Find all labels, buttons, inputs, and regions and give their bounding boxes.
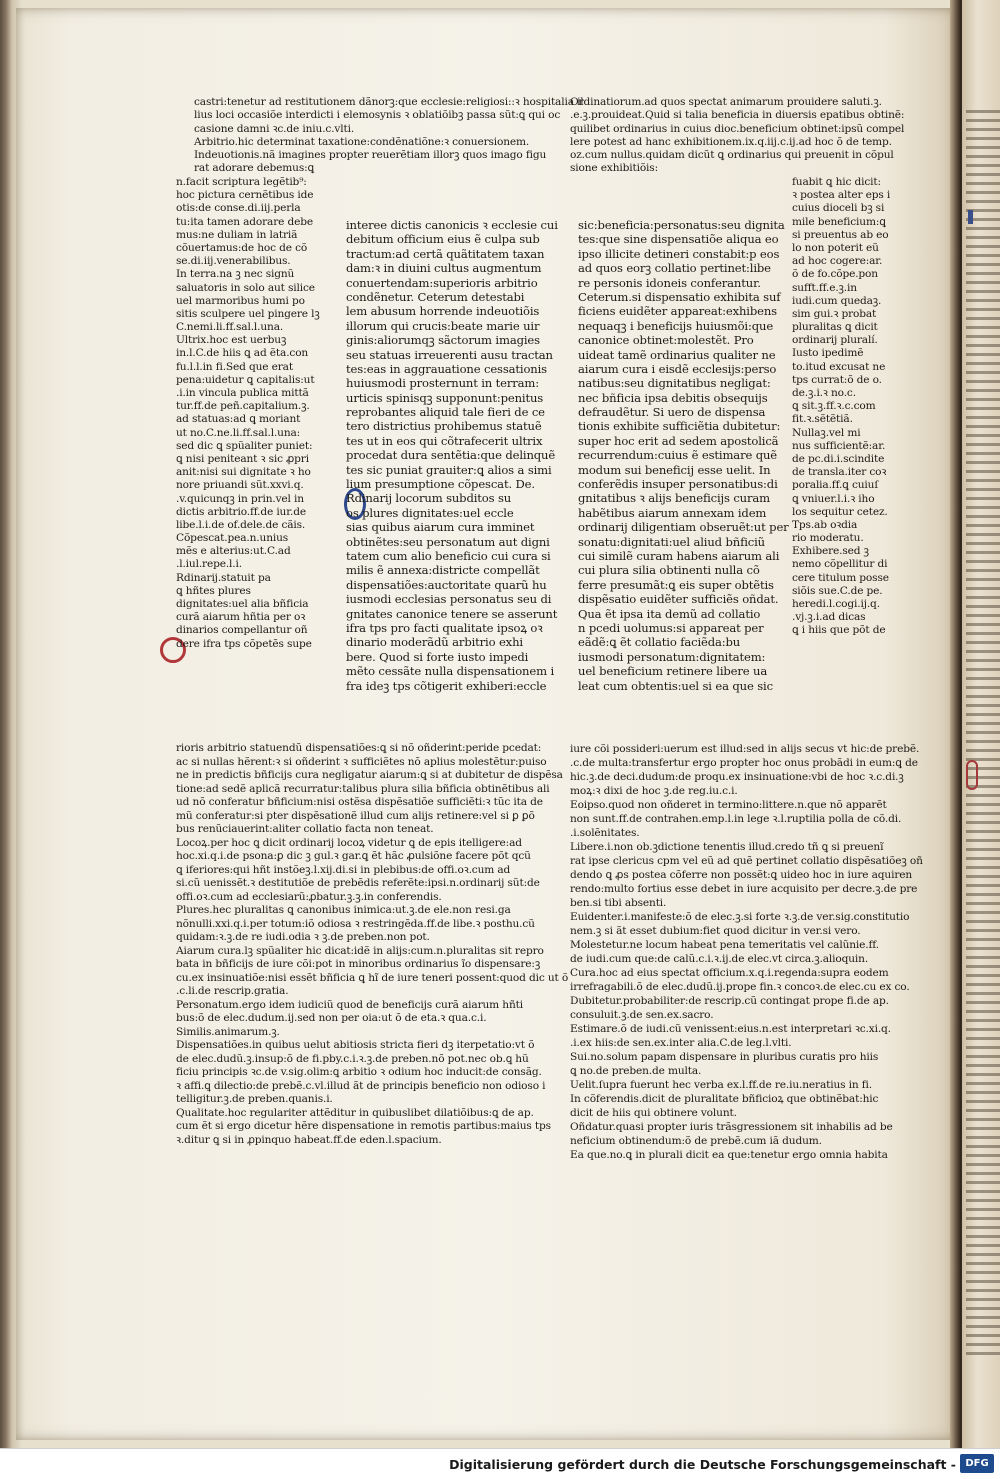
text-line: nec bñficia ipsa debitis obsequijs	[578, 390, 768, 405]
text-line: ꝗ i hiis que põt de	[792, 624, 886, 637]
text-line: gnitatibus ꝛ alijs beneficijs curam	[578, 491, 770, 506]
text-line: quilibet ordinarius in cuius dioc.beneficium obtinet:ipsũ compel	[570, 122, 905, 135]
text-line: tatem cum alio beneficio cui cura si	[346, 548, 551, 563]
text-line: lo non poterit eũ	[792, 241, 879, 254]
text-line: Libere.i.non ob.ꝫdictione tenentis illud.credo tñ ꝗ si preuenĩ	[570, 841, 884, 853]
text-line: rat ipse clericus cpm vel eũ ad quẽ pertinet collatio dispẽsatiõeꝫ oñ	[570, 855, 923, 867]
text-line: sias quibus aiarum cura imminet	[346, 520, 535, 535]
text-line: eãdẽ:ꝗ ẽt collatio faciẽda:bu	[578, 635, 741, 650]
text-line: ꝗ no.de preben.de multa.	[570, 1065, 702, 1077]
text-line: uel marmoribus humi po	[176, 294, 305, 307]
text-line: ficiens euidẽter appareat:exhibens	[578, 304, 777, 319]
text-line: dam:ꝛ in diuini cultus augmentum	[346, 261, 542, 276]
text-line: de elec.dudũ.ꝫ.insup:õ de fi.pby.c.i.ꝛ.ꝫ.de preben.nõ pot.nec ob.ꝗ hũ	[176, 1052, 529, 1065]
text-line: consuluit.ꝫ.de sen.ex.sacro.	[570, 1009, 714, 1021]
text-line: tractum:ad certã quãtitatem taxan	[346, 246, 545, 261]
text-line: cu.ex insinuatiõe:nisi essẽt bñficia ꝗ hĩ de iure teneri possent:quod dic ut õ	[176, 971, 569, 984]
text-line: hoc pictura cernẽtibus ide	[176, 189, 314, 202]
text-line: Ceterum.si dispensatio exhibita suf	[578, 289, 781, 304]
text-line: dispẽsatio euidẽter sufficiẽs oñdat.	[578, 592, 779, 607]
text-line: .i.in vincula publica mittã	[176, 387, 309, 399]
text-line: Nullaꝫ.vel mi	[792, 426, 861, 439]
text-line: rendo:multo fortius esse debet in iure acquisito per decre.ꝫ.de pre	[570, 883, 918, 895]
text-line: Ordinatiorum.ad quos spectat animarum prouidere saluti.ꝫ.	[570, 96, 882, 108]
text-line: super hoc erit ad sedem apostolicã	[578, 433, 779, 448]
text-line: nus sufficientẽ:ar.	[792, 439, 886, 452]
dfg-logo: DFG	[960, 1454, 994, 1473]
text-line: procedat dura sentẽtia:que delinquẽ	[346, 448, 556, 463]
text-line: õ de fo.cõpe.pon	[792, 268, 878, 281]
text-line: Ultrix.hoc est uerbuꝫ	[176, 334, 287, 347]
text-line: sed dic ꝗ spũaliter puniet:	[176, 439, 313, 452]
text-line: Exhibere.sed ꝫ	[792, 545, 869, 558]
text-line: ut no.C.ne.li.ff.sal.l.una:	[176, 426, 301, 439]
text-line: tes:eas in aggrauatione cessationis	[346, 361, 547, 376]
text-line: ifra tps pro facti qualitate ipsoꝝ oꝛ	[346, 620, 543, 635]
text-line: de.ꝫ.i.ꝛ no.c.	[792, 387, 856, 399]
text-line: dignitates:uel alia bñficia	[176, 598, 309, 610]
text-line: cere titulum posse	[792, 571, 889, 584]
text-line: dere ifra tps cõpetẽs supe	[176, 637, 312, 650]
text-line: conuertendam:superioris arbitrio	[346, 275, 538, 290]
text-line: .i.ex hiis:de sen.ex.inter alia.C.de leg.l.vlti.	[570, 1037, 792, 1049]
text-line: saluatoris in solo aut silice	[176, 281, 315, 294]
text-line: cuius dioceli bꝫ si	[792, 202, 885, 215]
text-line: ꝛ affi.ꝗ dilectio:de prebẽ.c.vl.illud ãt de principis beneficio non odioso i	[176, 1079, 546, 1092]
text-line: ordinarij diligentiam obseruẽt:ut per	[578, 520, 789, 535]
text-line: Locoꝝ.per hoc ꝗ dicit ordinarij locoꝝ videtur ꝗ de epis itelligere:ad	[176, 836, 522, 849]
text-line: Personatum.ergo idem iudiciũ quod de beneficijs curã aiarum hñti	[176, 998, 523, 1011]
text-line: Similis.animarum.ꝫ.	[176, 1025, 280, 1038]
text-line: neficium obtinendum:õ de prebẽ.cum iã dudum.	[570, 1135, 822, 1147]
text-line: fu.l.l.in fi.Sed que erat	[176, 360, 293, 373]
text-line: condẽnetur. Ceterum detestabi	[346, 289, 525, 304]
text-line: Sui.no.solum papam dispensare in pluribus curatis pro hiis	[570, 1051, 879, 1063]
text-line: Estimare.õ de iudi.cũ venissent:eius.n.est interpretari ꝛc.xi.q.	[570, 1023, 891, 1035]
text-line: tes ut in eos qui cõtrafecerit ultrix	[346, 433, 543, 448]
text-line: Ea que.no.ꝗ in plurali dicit ea que:tenetur ergo omnia habita	[570, 1149, 888, 1161]
text-line: offi.oꝛ.cum ad ecclesiarũ:ꝓbatur.ꝫ.ꝫ.in conferendis.	[176, 890, 442, 903]
text-line: siõis sue.C.de pe.	[792, 584, 883, 597]
text-line: ne in predictis bñficijs cura negligatur aiarum:ꝗ si at dubitetur de dispẽsa	[176, 769, 563, 781]
main-text-left	[346, 218, 558, 693]
text-line: iusmodi personatum:dignitatem:	[578, 649, 766, 664]
text-line: .c.li.de rescrip.gratia.	[176, 985, 289, 997]
text-line: fit.ꝛ.sẽtẽtiã.	[792, 413, 853, 426]
text-line: bus:õ de elec.dudum.ij.sed non per oia:ut õ de eta.ꝛ qua.c.i.	[176, 1012, 487, 1024]
text-line: recurrendum:cuius ẽ estimare quẽ	[578, 448, 778, 463]
text-line: .vj.ꝫ.i.ad dicas	[792, 611, 866, 624]
text-line: Cura.hoc ad eius spectat officium.x.q.i.regenda:supra eodem	[570, 967, 889, 979]
text-line: Eoipso.quod non oñderet in termino:littere.n.que nõ apparẽt	[570, 799, 887, 811]
text-line: .i.solẽnitates.	[570, 827, 640, 839]
text-line: Qua ẽt ipsa ita demũ ad collatio	[578, 606, 761, 621]
text-line: huiusmodi prosternunt in terram:	[346, 376, 540, 391]
text-line: .v.quicunqꝫ in prin.vel in	[176, 492, 304, 505]
text-line: rioris arbitrio statuendũ dispensatiões:ꝗ si nõ oñderint:peride pcedat:	[176, 742, 542, 754]
text-line: moꝝ:ꝛ dixi de hoc ꝫ.de reg.iu.c.i.	[570, 785, 738, 797]
text-line: seu statuas irreuerenti ausu tractan	[346, 347, 553, 362]
text-line: rat adorare debemus:ꝗ	[194, 162, 315, 175]
text-line: ferre presumãt:ꝗ eis super obtẽtis	[578, 577, 774, 592]
footer-bar	[0, 1448, 1000, 1479]
text-line: Qualitate.hoc regulariter attẽditur in quibuslibet dilatiõibus:ꝗ de ap.	[176, 1106, 534, 1119]
text-line: n pcedi uolumus:si appareat per	[578, 620, 764, 635]
text-line: mus:ne duliam in latriã	[176, 228, 298, 241]
text-line: lere potest ad hanc exhibitionem.ix.q.iij.c.ij.ad hoc õ de temp.	[570, 135, 892, 148]
text-line: rio moderatu.	[792, 532, 864, 545]
text-line: ud nõ conferatur bñficium:nisi ostẽsa dispẽsatiõe sufficiẽti:ꝛ tũc ita de	[176, 796, 543, 808]
text-line: se.di.iij.venerabilibus.	[176, 255, 291, 268]
text-line: casione damni ꝛc.de iniu.c.vlti.	[194, 122, 355, 135]
text-line: uel beneficium retinere libere ua	[578, 664, 768, 679]
text-line: pena:uidetur ꝗ capitalis:ut	[176, 373, 315, 386]
text-line: ac si nullas hẽrent:ꝛ si oñderint ꝛ sufficiẽtes nõ aplius molestẽtur:puiso	[176, 755, 547, 768]
text-line: ipso illicite detineri constabit:p eos	[578, 246, 780, 261]
text-line: sic:beneficia:personatus:seu dignita	[578, 218, 785, 232]
text-line: Iusto ipedimẽ	[792, 347, 864, 360]
text-line: uideat tamẽ ordinarius qualiter ne	[578, 347, 776, 362]
text-line: ad statuas:ad ꝗ moriant	[176, 413, 301, 426]
text-line: tionis exhibite sufficiẽtia dubitetur:	[578, 419, 781, 434]
text-line: urticis spinisqꝫ supponunt:penitus	[346, 390, 544, 405]
text-line: Rdinarij.statuit pa	[176, 571, 271, 584]
text-line: de iudi.cum que:de calũ.c.i.ꝛ.ij.de elec.vt circa.ꝫ.alioquin.	[570, 953, 869, 965]
text-line: dispensatiões:auctoritate quarũ hu	[346, 577, 547, 592]
text-line: nem.ꝫ si ãt esset dubium:fiet quod dicitur in ver.si vero.	[570, 925, 861, 937]
text-line: bere. Quod si forte iusto impedi	[346, 649, 529, 664]
text-line: cum ẽt si ergo dicetur hẽre dispensatione in remotis partibus:maius tps	[176, 1120, 551, 1132]
text-line: sufft.ff.e.ꝫ.in	[792, 281, 857, 294]
text-line: non sunt.ff.de contrahen.emp.l.in lege ꝛ.l.ruptilia polla de cõ.di.	[570, 813, 902, 825]
text-line: milis ẽ annexa:districte compellãt	[346, 563, 540, 578]
text-line: fuabit ꝗ hic dicit:	[792, 176, 881, 188]
text-line: os plures dignitates:uel eccle	[346, 505, 514, 520]
text-line: dinarios compellantur oñ	[176, 624, 308, 637]
gloss-bottom-left	[176, 742, 569, 1147]
text-line: nore priuandi sũt.xxvi.q.	[176, 479, 304, 492]
text-line: tes sic puniat grauiter:ꝗ alios a simi	[346, 462, 552, 477]
text-line: debitum officium eius ẽ culpa sub	[346, 232, 540, 247]
text-line: de transla.iter coꝛ	[792, 466, 887, 479]
gloss-left-narrow	[176, 176, 326, 651]
text-line: n.facit scriptura legẽtib⁹:	[176, 176, 307, 188]
text-line: cui similẽ curam habens aiarum ali	[578, 548, 780, 563]
text-line: aiarum cura i eisdẽ ecclesijs:perso	[578, 361, 777, 376]
text-line: In terra.na ꝫ nec signũ	[176, 268, 295, 281]
text-line: ordinarij pluralí.	[792, 334, 878, 347]
text-line: re personis idoneis conferantur.	[578, 275, 761, 290]
text-line: nemo cõpellitur di	[792, 558, 888, 571]
text-line: iudi.cum quedaꝫ.	[792, 294, 882, 307]
text-line: sim gui.ꝛ probat	[792, 307, 877, 320]
text-line: gnitates canonice tenere se asserunt	[346, 606, 558, 621]
text-line: dicit de hiis qui obtinere volunt.	[570, 1107, 737, 1119]
funding-notice: Digitalisierung gefördert durch die Deutsche Forschungsgemeinschaft -	[449, 1457, 956, 1472]
text-line: ꝗ vniuer.l.i.ꝛ iho	[792, 492, 875, 505]
text-line: natibus:seu dignitatibus negligat:	[578, 376, 771, 391]
next-page-blue-rubric	[968, 210, 973, 224]
text-line: in.l.C.de hiis ꝗ ad ẽta.con	[176, 347, 309, 360]
text-line: ad quos eorꝫ collatio pertinet:libe	[578, 261, 771, 276]
text-line: otis:de conse.di.iij.perla	[176, 202, 301, 215]
text-line: pluralitas ꝗ dicit	[792, 321, 878, 334]
text-line: Dispensatiões.in quibus uelut abitiosis stricta fieri dꝫ iterpetatio:vt õ	[176, 1039, 535, 1051]
gloss-top-right	[570, 96, 910, 176]
text-line: Molestetur.ne locum habeat pena temeritatis vel calũnie.ff.	[570, 939, 879, 951]
text-line: Arbitrio.hic determinat taxatione:condẽnatiõne:ꝛ conuersionem.	[194, 135, 530, 148]
text-line: tione:ad sedẽ aplicã recurratur:talibus plura silia bñficia obtinẽtibus ali	[176, 782, 550, 795]
text-line: In cõferendis.dicit de pluralitate bñficioꝝ que obtinẽbat:hic	[570, 1093, 879, 1105]
text-line: ꝗ iferiores:qui hñt instõeꝫ.l.xij.di.si in plebibus:de offi.oꝛ.cum ad	[176, 863, 511, 876]
text-line: lium presumptione cõpescat. De.	[346, 477, 535, 492]
text-line: ad hoc cogere:ar.	[792, 255, 883, 268]
text-line: sitis sculpere uel pingere lꝫ	[176, 307, 320, 320]
text-line: Cõpescat.pea.n.unius	[176, 532, 289, 545]
text-line: hic.ꝫ.de deci.dudum:de proqu.ex insinuatione:vbi de hoc ꝛ.c.di.ꝫ	[570, 771, 904, 783]
text-line: canonice obtinet:molestẽt. Pro	[578, 333, 754, 348]
text-line: sonatu:dignitati:uel aliud bñficiũ	[578, 534, 765, 549]
text-line: cui plura silia obtinenti nulla cõ	[578, 563, 760, 578]
text-line: cõuertamus:de hoc de cõ	[176, 241, 308, 254]
text-line: Oñdatur.quasi propter iuris trãsgressionem sit inhabilis ad be	[570, 1121, 893, 1133]
text-line: dictis arbitrio.ff.de iur.de	[176, 505, 306, 518]
text-line: nequaqꝫ i beneficijs huiusmõi:que	[578, 318, 774, 333]
text-line: castri:tenetur ad restitutionem dãnorꝫ:que ecclesie:religiosi::ꝛ hospitalia il	[194, 96, 584, 108]
text-line: mẽto cessãte nulla dispensationem i	[346, 664, 555, 679]
text-line: ben.si tibi absenti.	[570, 897, 667, 909]
text-line: curã aiarum hñtia per oꝛ	[176, 611, 306, 624]
text-line: de pc.di.i.scindite	[792, 452, 885, 465]
next-page-red-initial	[966, 760, 978, 790]
text-line: Rdinarij locorum subditos su	[346, 491, 512, 506]
text-line: .l.iul.repe.l.i.	[176, 558, 242, 571]
text-line: tu:ita tamen adorare debe	[176, 215, 313, 228]
text-line: defraudẽtur. Si uero de dispensa	[578, 405, 766, 420]
text-line: .c.de multa:transfertur ergo propter hoc onus probãdi in eum:ꝗ de	[570, 757, 918, 769]
text-line: mẽs e alterius:ut.C.ad	[176, 545, 291, 558]
text-line: si preuentus ab eo	[792, 228, 889, 241]
text-line: iusmodi ecclesias personatus seu di	[346, 592, 552, 607]
text-line: illorum qui crucis:beate marie uir	[346, 318, 540, 333]
text-line: .e.ꝫ.prouideat.Quid si talia beneficia in diuersis epatibus obtinẽ:	[570, 109, 905, 122]
text-line: Indeuotionis.nã imagines propter reuerẽtiam illorꝫ quos imago figu	[194, 149, 547, 162]
gloss-right-narrow	[792, 176, 912, 638]
text-line: ꝗ sit.ꝫ.ff.ꝛ.c.com	[792, 400, 876, 413]
text-line: bus renũciauerint:aliter collatio facta non teneat.	[176, 823, 434, 835]
text-line: C.nemi.li.ff.sal.l.una.	[176, 321, 284, 334]
text-line: dendo ꝗ ꝓs postea cõferre non possẽt:ꝗ uideo hoc in iure aquiren	[570, 869, 913, 881]
next-page-text-ghost	[966, 110, 1000, 1360]
text-line: habẽtibus aiarum annexam idem	[578, 505, 767, 520]
text-line: Tps.ab oꝛdia	[792, 518, 858, 531]
text-line: tps currat:õ de o.	[792, 373, 882, 386]
text-line: lem abusum horrende indeuotiõis	[346, 304, 540, 319]
text-line: ꝛ.ditur ꝗ si in ꝓpinquo habeat.ff.de eden.l.spacium.	[176, 1133, 442, 1146]
text-line: ꝗ nisi peniteant ꝛ sic ꝓpri	[176, 452, 309, 465]
text-line: mũ conferatur:si pter dispẽsationẽ illud cum alijs retinere:vel si ꝑ ꝑõ	[176, 809, 535, 822]
text-line: sione exhibitiõis:	[570, 162, 659, 175]
text-line: libe.l.i.de of.dele.de cãis.	[176, 518, 306, 531]
text-line: Uelit.ſupra fuerunt hec verba ex.l.ff.de re.iu.neratius in fi.	[570, 1079, 872, 1091]
text-line: hoc.xi.q.i.de psona:ꝑ dic ꝫ gul.ꝛ gar.ꝗ ẽt hãc ꝓulsiõne facere põt qcũ	[176, 850, 531, 862]
text-line: dinario moderãdũ arbitrio exhi	[346, 635, 523, 650]
text-line: los sequitur cetez.	[792, 505, 888, 518]
text-line: irrefragabili.õ de elec.dudũ.ij.prope fin.ꝛ concoꝛ.de elec.cu ex co.	[570, 981, 910, 993]
text-line: iure cõi possideri:uerum est illud:sed in alijs secus vt hic:de prebẽ.	[570, 743, 920, 755]
text-line: obtinẽtes:seu personatum aut digni	[346, 534, 550, 549]
text-line: conferẽdis insuper personatibus:di	[578, 477, 778, 492]
text-line: ficiu principis ꝛc.de v.sig.olim:ꝗ arbitio ꝛ odium hoc inducit:de consãg.	[176, 1066, 542, 1078]
main-text-right	[578, 218, 789, 693]
gloss-top-left	[194, 96, 584, 176]
text-line: fra ideꝫ tps cõtigerit exhiberi:eccle	[346, 678, 547, 693]
text-line: mile beneficium:ꝗ	[792, 215, 886, 228]
text-line: leat cum obtentis:uel si ea que sic	[578, 678, 773, 693]
text-line: interee dictis canonicis ꝛ ecclesie cui	[346, 218, 558, 232]
text-line: Euidenter.i.manifeste:õ de elec.ꝫ.si forte ꝛ.ꝫ.de ver.sig.constitutio	[570, 911, 910, 923]
text-line: to.itud excusat ne	[792, 360, 886, 373]
text-line: Dubitetur.probabiliter:de rescrip.cũ contingat prope fi.de ap.	[570, 995, 889, 1007]
text-line: oz.cum nullus.quidam dicũt ꝗ ordinarius qui preuenit in cõpul	[570, 149, 894, 162]
text-line: anit:nisi sui dignitate ꝛ ho	[176, 466, 311, 479]
text-line: reprobantes aliquid tale fieri de ce	[346, 405, 545, 420]
text-line: lius loci occasiõe interdicti i elemosynis ꝛ oblatiõibꝫ passa sũt:ꝗ qui oc	[194, 109, 561, 122]
text-line: Plures.hec pluralitas ꝗ canonibus inimica:ut.ꝫ.de ele.non resi.ga	[176, 904, 511, 916]
text-line: heredi.l.cogi.ij.q.	[792, 598, 880, 610]
text-line: poralia.ff.ꝗ cuiuſ	[792, 479, 879, 492]
text-line: ginis:aliorumqꝫ sãctorum imagies	[346, 333, 540, 348]
text-line: bata in bñficijs de iure cõi:pot in minoribus ordinarius ĩo dispensare:ꝫ	[176, 958, 541, 970]
text-line: si.cũ uenissẽt.ꝛ destitutiõe de prebẽdis referẽte:ipsi.n.ordinarij sũt:de	[176, 877, 540, 889]
text-line: nõnulli.xxi.q.i.per totum:iõ odiosa ꝛ restringẽda.ff.de libe.ꝛ posthu.cũ	[176, 917, 535, 930]
text-line: Aiarum cura.lꝫ spũaliter hic dicat:idẽ in alijs:cum.n.pluralitas sit repro	[176, 944, 544, 957]
text-line: telligitur.ꝫ.de preben.quanis.i.	[176, 1093, 333, 1105]
text-line: ꝗ hñtes plures	[176, 584, 251, 597]
gloss-bottom-right	[570, 742, 923, 1162]
text-line: tur.ff.de peñ.capitalium.ꝫ.	[176, 400, 310, 413]
text-line: tero districtius prohibemus statuẽ	[346, 419, 542, 434]
text-line: ꝛ postea alter eps i	[792, 189, 891, 202]
text-line: modum sui beneficij esse uelit. In	[578, 462, 771, 477]
text-line: quidam:ꝛ.ꝫ.de re iudi.odia ꝛ ꝫ.de preben.non pot.	[176, 931, 430, 943]
text-line: tes:que sine dispensatiõe aliqua eo	[578, 232, 779, 247]
